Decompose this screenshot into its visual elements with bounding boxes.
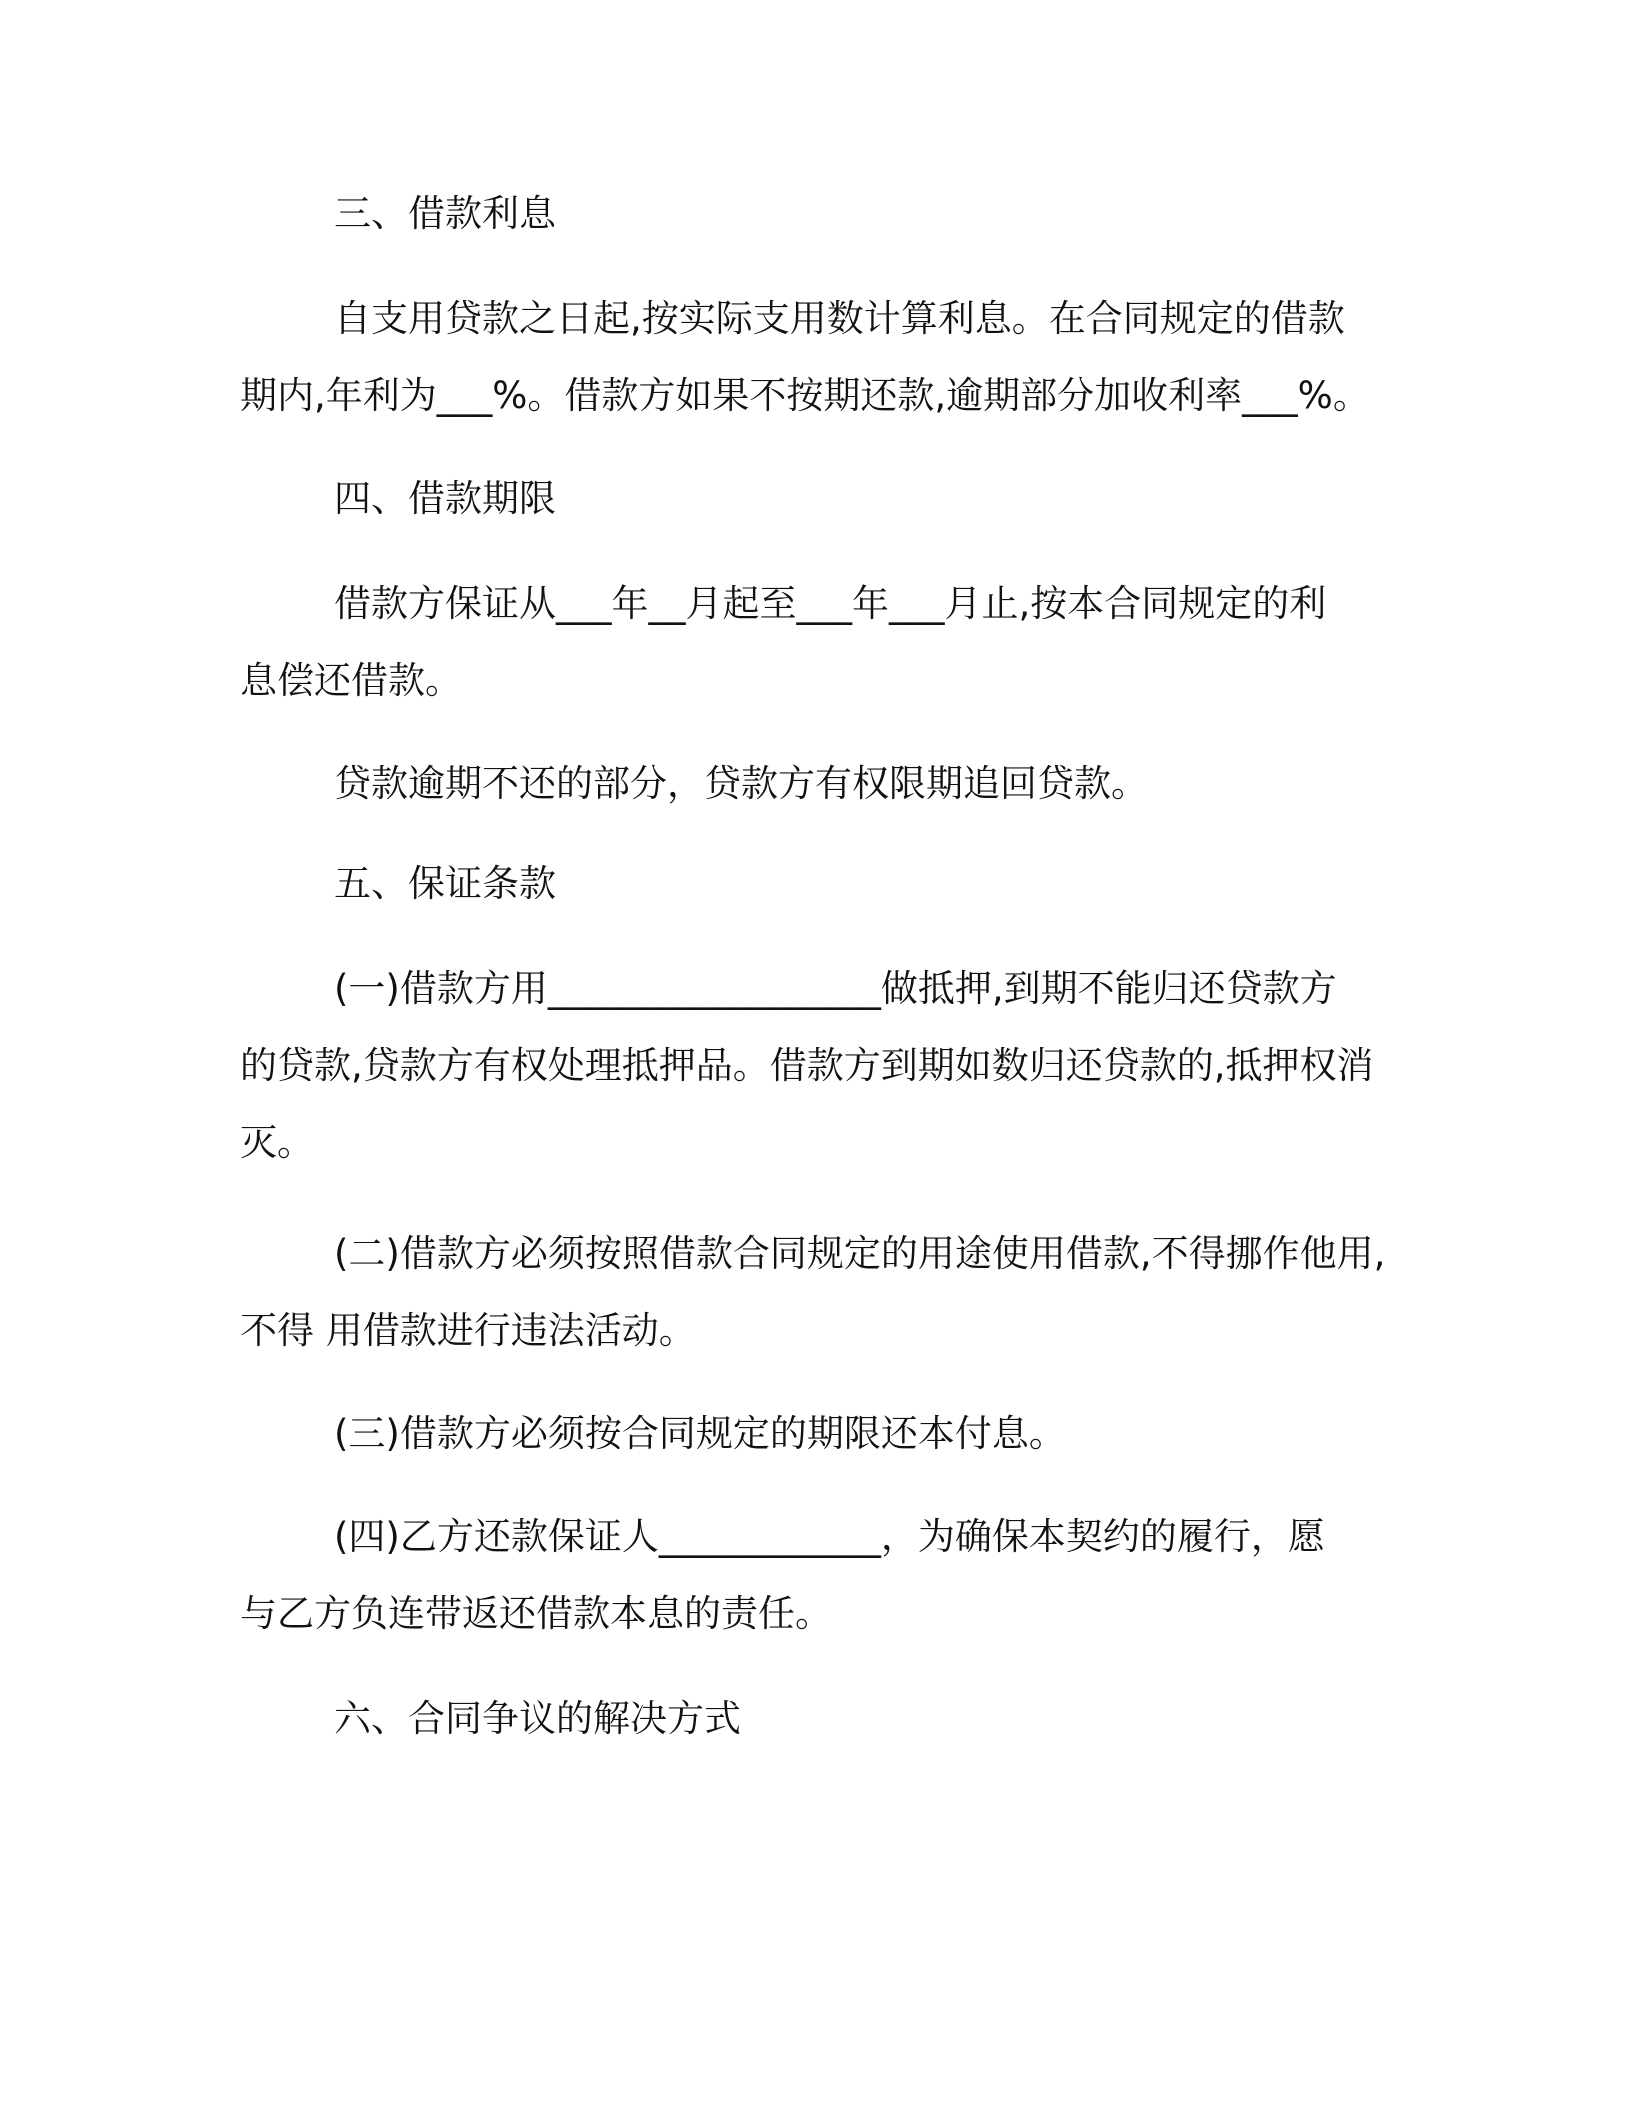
paragraph-line: 不得 用借款进行违法活动。 (240, 1309, 696, 1352)
section-heading-term: 四、借款期限 (334, 477, 556, 520)
section-heading-guarantee: 五、保证条款 (334, 862, 556, 905)
paragraph-guarantee-3 (240, 1395, 1390, 1472)
paragraph-overdue (240, 745, 1390, 822)
paragraph-line: (三)借款方必须按合同规定的期限还本付息。 (334, 1412, 1066, 1455)
paragraph-guarantee-4 (240, 1498, 1390, 1652)
paragraph-guarantee-2 (240, 1215, 1390, 1369)
paragraph-line: (四)乙方还款保证人____________，为确保本契约的履行，愿 (334, 1515, 1325, 1558)
section-heading-dispute: 六、合同争议的解决方式 (334, 1697, 741, 1740)
paragraph-line: 的贷款,贷款方有权处理抵押品。借款方到期如数归还贷款的,抵押权消 (240, 1044, 1374, 1087)
paragraph-line: 借款方保证从___年__月起至___年___月止,按本合同规定的利 (334, 582, 1327, 625)
paragraph-line: (一)借款方用__________________做抵押,到期不能归还贷款方 (334, 967, 1337, 1010)
paragraph-line: 自支用贷款之日起,按实际支用数计算利息。在合同规定的借款 (334, 297, 1345, 340)
paragraph-line: (二)借款方必须按照借款合同规定的用途使用借款,不得挪作他用, (334, 1232, 1386, 1275)
paragraph-line: 期内,年利为___%。借款方如果不按期还款,逾期部分加收利率___%。 (240, 374, 1370, 417)
paragraph-interest (240, 280, 1390, 434)
paragraph-line: 灭。 (240, 1121, 314, 1164)
paragraph-guarantee-1 (240, 950, 1390, 1181)
paragraph-line: 贷款逾期不还的部分，贷款方有权限期追回贷款。 (334, 762, 1148, 805)
section-heading-interest: 三、借款利息 (334, 192, 556, 235)
paragraph-line: 息偿还借款。 (240, 659, 462, 702)
paragraph-line: 与乙方负连带返还借款本息的责任。 (240, 1592, 832, 1635)
paragraph-term (240, 565, 1390, 719)
